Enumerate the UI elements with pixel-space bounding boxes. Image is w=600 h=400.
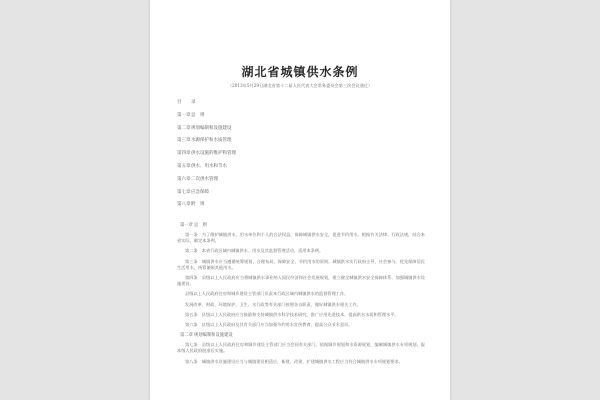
toc-chapter: 第二章: [177, 125, 191, 131]
toc-item[interactable]: [177, 150, 236, 163]
toc-item[interactable]: [177, 125, 236, 138]
toc-item[interactable]: [177, 112, 236, 125]
section-heading: [177, 332, 425, 338]
toc-chapter: 第六章: [177, 176, 191, 182]
toc-item[interactable]: [177, 189, 236, 202]
toc-label: 二次供水管理: [191, 176, 218, 182]
toc-item[interactable]: [177, 163, 236, 176]
toc-chapter: 第五章: [177, 163, 191, 169]
toc-item[interactable]: [177, 176, 236, 189]
article-paragraph: 第一条 为了维护城镇供水、用水单位和个人的合法权益，保障城镇供水安全，促进节约用水，根据有关法律、行政法规，结合本省实际，制定本条例。: [177, 232, 425, 244]
toc-label: 规划编制和设施建设: [191, 125, 232, 131]
toc-chapter: 第一章: [177, 112, 191, 118]
section-chapter: 第一章: [180, 223, 193, 228]
article-paragraph: 发展改革、财政、环境保护、卫生、水行政等有关部门按照各自职责，做好城镇供水相关工作。: [185, 301, 361, 307]
section-label: 规划编制和设施建设: [194, 333, 233, 339]
article-paragraph: 县级以上人民政府住房和城乡建设主管部门负责本行政区域内城镇供水的监督管理工作。: [185, 291, 349, 297]
document-page: [150, 0, 450, 400]
toc-label: 水源保护和水质管理: [191, 138, 232, 144]
section-label: 总 则: [194, 223, 207, 228]
document-body: [177, 219, 425, 369]
toc-chapter: 第七章: [177, 189, 191, 195]
toc-item[interactable]: [177, 201, 236, 214]
table-of-contents: [177, 99, 236, 214]
toc-chapter: 第四章: [177, 151, 191, 157]
document-subtitle: （2013年5月29日湖北省第十二届人民代表大会常务委员会第三次会议通过）: [227, 83, 373, 88]
toc-label: 总 则: [191, 112, 205, 118]
toc-label: 录: [191, 100, 196, 105]
toc-chapter: 目: [177, 100, 182, 105]
toc-label: 应急保障: [191, 189, 209, 195]
article-paragraph: 第二条 本省行政区域内城镇供水、用水及其监督管理活动，适用本条例。: [185, 248, 324, 254]
article-paragraph: 第五条 县级以上人民政府应当鼓励和支持城镇供水科学技术研究，推广应用先进技术，提高供水水质和管理水平。: [185, 311, 399, 317]
toc-item[interactable]: [177, 137, 236, 150]
toc-label: 供水设施的维护和管理: [191, 151, 236, 157]
toc-chapter: 第八章: [177, 202, 191, 208]
toc-label: 附 则: [191, 202, 205, 208]
section-chapter: 第二章: [180, 333, 193, 339]
document-title: 湖北省城镇供水条例: [241, 65, 359, 79]
article-paragraph: 第七条 县级以上人民政府住房和城乡建设主管部门应当会同有关部门，依据城乡规划和水资源规划，编制城镇供水专项规划，报本级人民政府批准后实施。: [177, 342, 425, 354]
toc-item[interactable]: [177, 99, 236, 112]
article-paragraph: 第六条 县级以上人民政府及其有关部门应当加强节约用水宣传教育，提高公众节水意识。: [185, 322, 353, 328]
article-paragraph: 第三条 城镇供水应当遵循统筹规划、合理布局、保障安全、节约用水的原则。城镇供水实行政府主导，社会参与。优先保障居民生活用水，统筹兼顾其他用水。: [177, 258, 425, 270]
article-paragraph: 第四条 县级以上人民政府应当将城镇供水事业纳入国民经济和社会发展规划，建立健全城镇供水安全保障体系，加强城镇供水设施建设。: [177, 275, 425, 287]
article-paragraph: 第八条 城镇供水设施建设应当与城镇建设相适应，新建、改建、扩建城镇供水工程应当符合城镇供水专项规划要求。: [185, 358, 403, 364]
toc-chapter: 第三章: [177, 138, 191, 144]
section-heading: [177, 222, 425, 228]
toc-label: 供水、用水和节水: [191, 163, 227, 169]
